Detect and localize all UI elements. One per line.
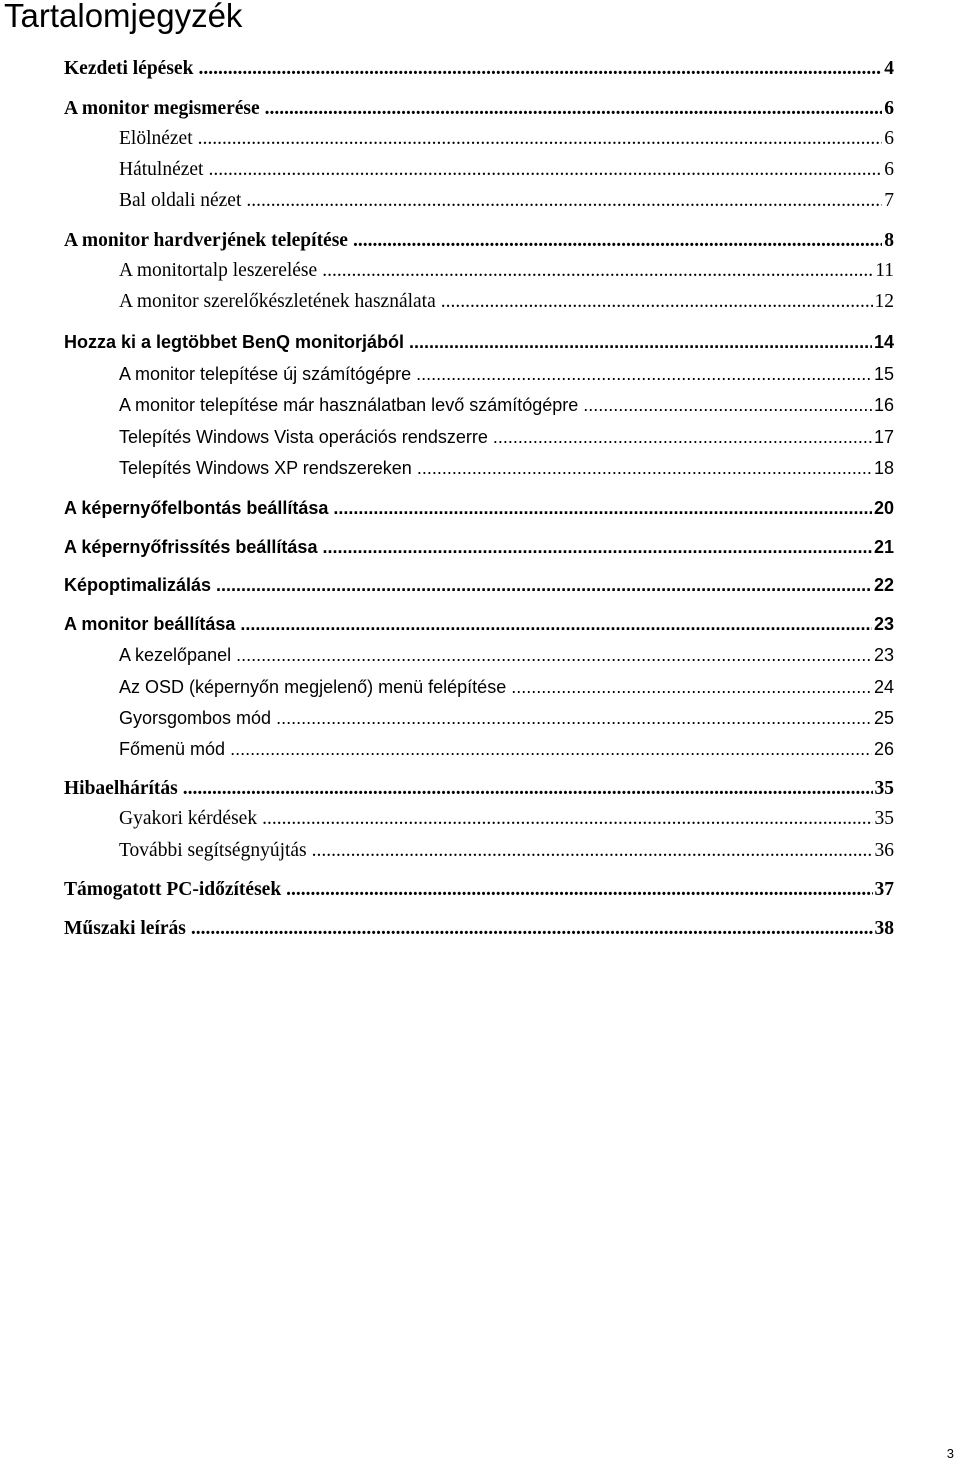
toc-entry-label: A monitortalp leszerelése: [119, 260, 318, 281]
toc-entry[interactable]: [64, 878, 894, 902]
toc-dot-leader: [416, 362, 872, 386]
toc-dot-leader: [493, 425, 872, 449]
toc-entry-label: További segítségnyújtás: [119, 840, 307, 861]
toc-subentry[interactable]: [119, 737, 894, 761]
toc-entry[interactable]: [64, 57, 894, 81]
toc-entry-page: 6: [884, 98, 894, 119]
toc-dot-leader: [246, 189, 882, 213]
toc-dot-leader: [236, 643, 872, 667]
toc-subentry[interactable]: [119, 127, 894, 151]
toc-entry-label: A monitor beállítása: [64, 614, 236, 634]
toc-dot-leader: [265, 97, 883, 121]
toc-entry-label: Hozza ki a legtöbbet BenQ monitorjából: [64, 332, 405, 352]
toc-entry-page: 23: [873, 645, 894, 665]
toc-dot-leader: [198, 57, 882, 81]
toc-entry-page: 12: [874, 291, 894, 312]
toc-entry-label: A monitor hardverjének telepítése: [64, 230, 348, 251]
toc-entry[interactable]: [64, 612, 894, 636]
toc-dot-leader: [240, 612, 872, 636]
toc-subentry[interactable]: [119, 839, 894, 863]
toc-entry-label: A kezelőpanel: [119, 645, 232, 665]
toc-entry-label: Gyorsgombos mód: [119, 708, 272, 728]
toc-entry-label: Gyakori kérdések: [119, 808, 258, 829]
toc-entry-page: 8: [884, 230, 894, 251]
toc-subentry[interactable]: [119, 189, 894, 213]
toc-dot-leader: [208, 158, 882, 182]
toc-subentry[interactable]: [119, 393, 894, 417]
toc-entry-page: 35: [874, 778, 894, 799]
toc-dot-leader: [417, 456, 872, 480]
page-number: 3: [946, 1446, 954, 1461]
toc-entry-label: Kezdeti lépések: [64, 58, 194, 79]
toc-entry-page: 24: [873, 677, 894, 697]
toc-entry-page: 23: [873, 614, 894, 634]
toc-subentry[interactable]: [119, 706, 894, 730]
toc-subentry[interactable]: [119, 158, 894, 182]
toc-dot-leader: [409, 330, 872, 354]
toc-entry-label: A monitor szerelőkészletének használata: [119, 291, 436, 312]
toc-dot-leader: [191, 917, 873, 941]
toc-entry-page: 37: [874, 879, 894, 900]
toc-subentry[interactable]: [119, 675, 894, 699]
toc-entry-page: 7: [884, 190, 894, 211]
toc-entry-page: 36: [874, 840, 894, 861]
toc-dot-leader: [230, 737, 872, 761]
toc-dot-leader: [583, 393, 872, 417]
toc-dot-leader: [511, 675, 872, 699]
toc-entry-page: 21: [873, 537, 894, 557]
toc-subentry[interactable]: [119, 425, 894, 449]
toc-entry[interactable]: [64, 97, 894, 121]
toc-entry-label: A monitor megismerése: [64, 98, 260, 119]
toc-dot-leader: [183, 777, 873, 801]
toc-entry-page: 26: [873, 739, 894, 759]
toc-entry[interactable]: [64, 496, 894, 520]
toc-entry-label: Képoptimalizálás: [64, 575, 212, 595]
toc-subentry[interactable]: [119, 807, 894, 831]
toc-subentry[interactable]: [119, 290, 894, 314]
toc-entry-label: Hátulnézet: [119, 159, 204, 180]
toc-dot-leader: [322, 259, 873, 283]
toc-dot-leader: [441, 290, 873, 314]
toc-dot-leader: [333, 496, 872, 520]
page-title: Tartalomjegyzék: [4, 0, 243, 34]
toc-entry-page: 15: [873, 364, 894, 384]
toc-entry[interactable]: [64, 917, 894, 941]
toc-entry-label: A monitor telepítése már használatban levő számítógépre: [119, 395, 579, 415]
toc-entry-label: Telepítés Windows Vista operációs rendszerre: [119, 427, 488, 447]
toc-entry-label: A monitor telepítése új számítógépre: [119, 364, 412, 384]
toc-entry-label: Bal oldali nézet: [119, 190, 242, 211]
toc-dot-leader: [322, 535, 872, 559]
toc-entry[interactable]: [64, 777, 894, 801]
toc-subentry[interactable]: [119, 362, 894, 386]
toc-entry-page: 35: [874, 808, 894, 829]
toc-entry-page: 20: [873, 498, 894, 518]
toc-entry-page: 16: [873, 395, 894, 415]
toc-subentry[interactable]: [119, 259, 894, 283]
toc-dot-leader: [262, 807, 872, 831]
toc-dot-leader: [353, 229, 882, 253]
toc-entry-label: Támogatott PC-időzítések: [64, 879, 282, 900]
toc-entry-page: 6: [884, 128, 894, 149]
toc-entry-label: Az OSD (képernyőn megjelenő) menü felépítése: [119, 677, 507, 697]
toc-entry-label: Telepítés Windows XP rendszereken: [119, 458, 412, 478]
toc-entry[interactable]: [64, 229, 894, 253]
toc-entry-label: Elölnézet: [119, 128, 193, 149]
toc-entry[interactable]: [64, 535, 894, 559]
toc-entry-page: 14: [873, 332, 894, 352]
toc-entry-label: Műszaki leírás: [64, 918, 186, 939]
toc-dot-leader: [276, 706, 872, 730]
toc-entry-page: 22: [873, 575, 894, 595]
toc-entry-page: 25: [873, 708, 894, 728]
toc-entry-page: 17: [873, 427, 894, 447]
toc-dot-leader: [312, 839, 873, 863]
toc-subentry[interactable]: [119, 456, 894, 480]
toc-entry-label: Hibaelhárítás: [64, 778, 178, 799]
toc-entry-page: 11: [875, 260, 894, 281]
toc-entry-page: 18: [873, 458, 894, 478]
toc-entry-label: A képernyőfelbontás beállítása: [64, 498, 329, 518]
toc-entry-page: 38: [874, 918, 894, 939]
toc-dot-leader: [216, 573, 872, 597]
toc-entry-page: 4: [884, 58, 894, 79]
toc-entry[interactable]: [64, 573, 894, 597]
toc-dot-leader: [198, 127, 883, 151]
toc-subentry[interactable]: [119, 643, 894, 667]
toc-entry[interactable]: [64, 330, 894, 354]
toc-entry-label: A képernyőfrissítés beállítása: [64, 537, 318, 557]
toc-entry-page: 6: [884, 159, 894, 180]
toc-entry-label: Főmenü mód: [119, 739, 226, 759]
toc-dot-leader: [286, 878, 872, 902]
